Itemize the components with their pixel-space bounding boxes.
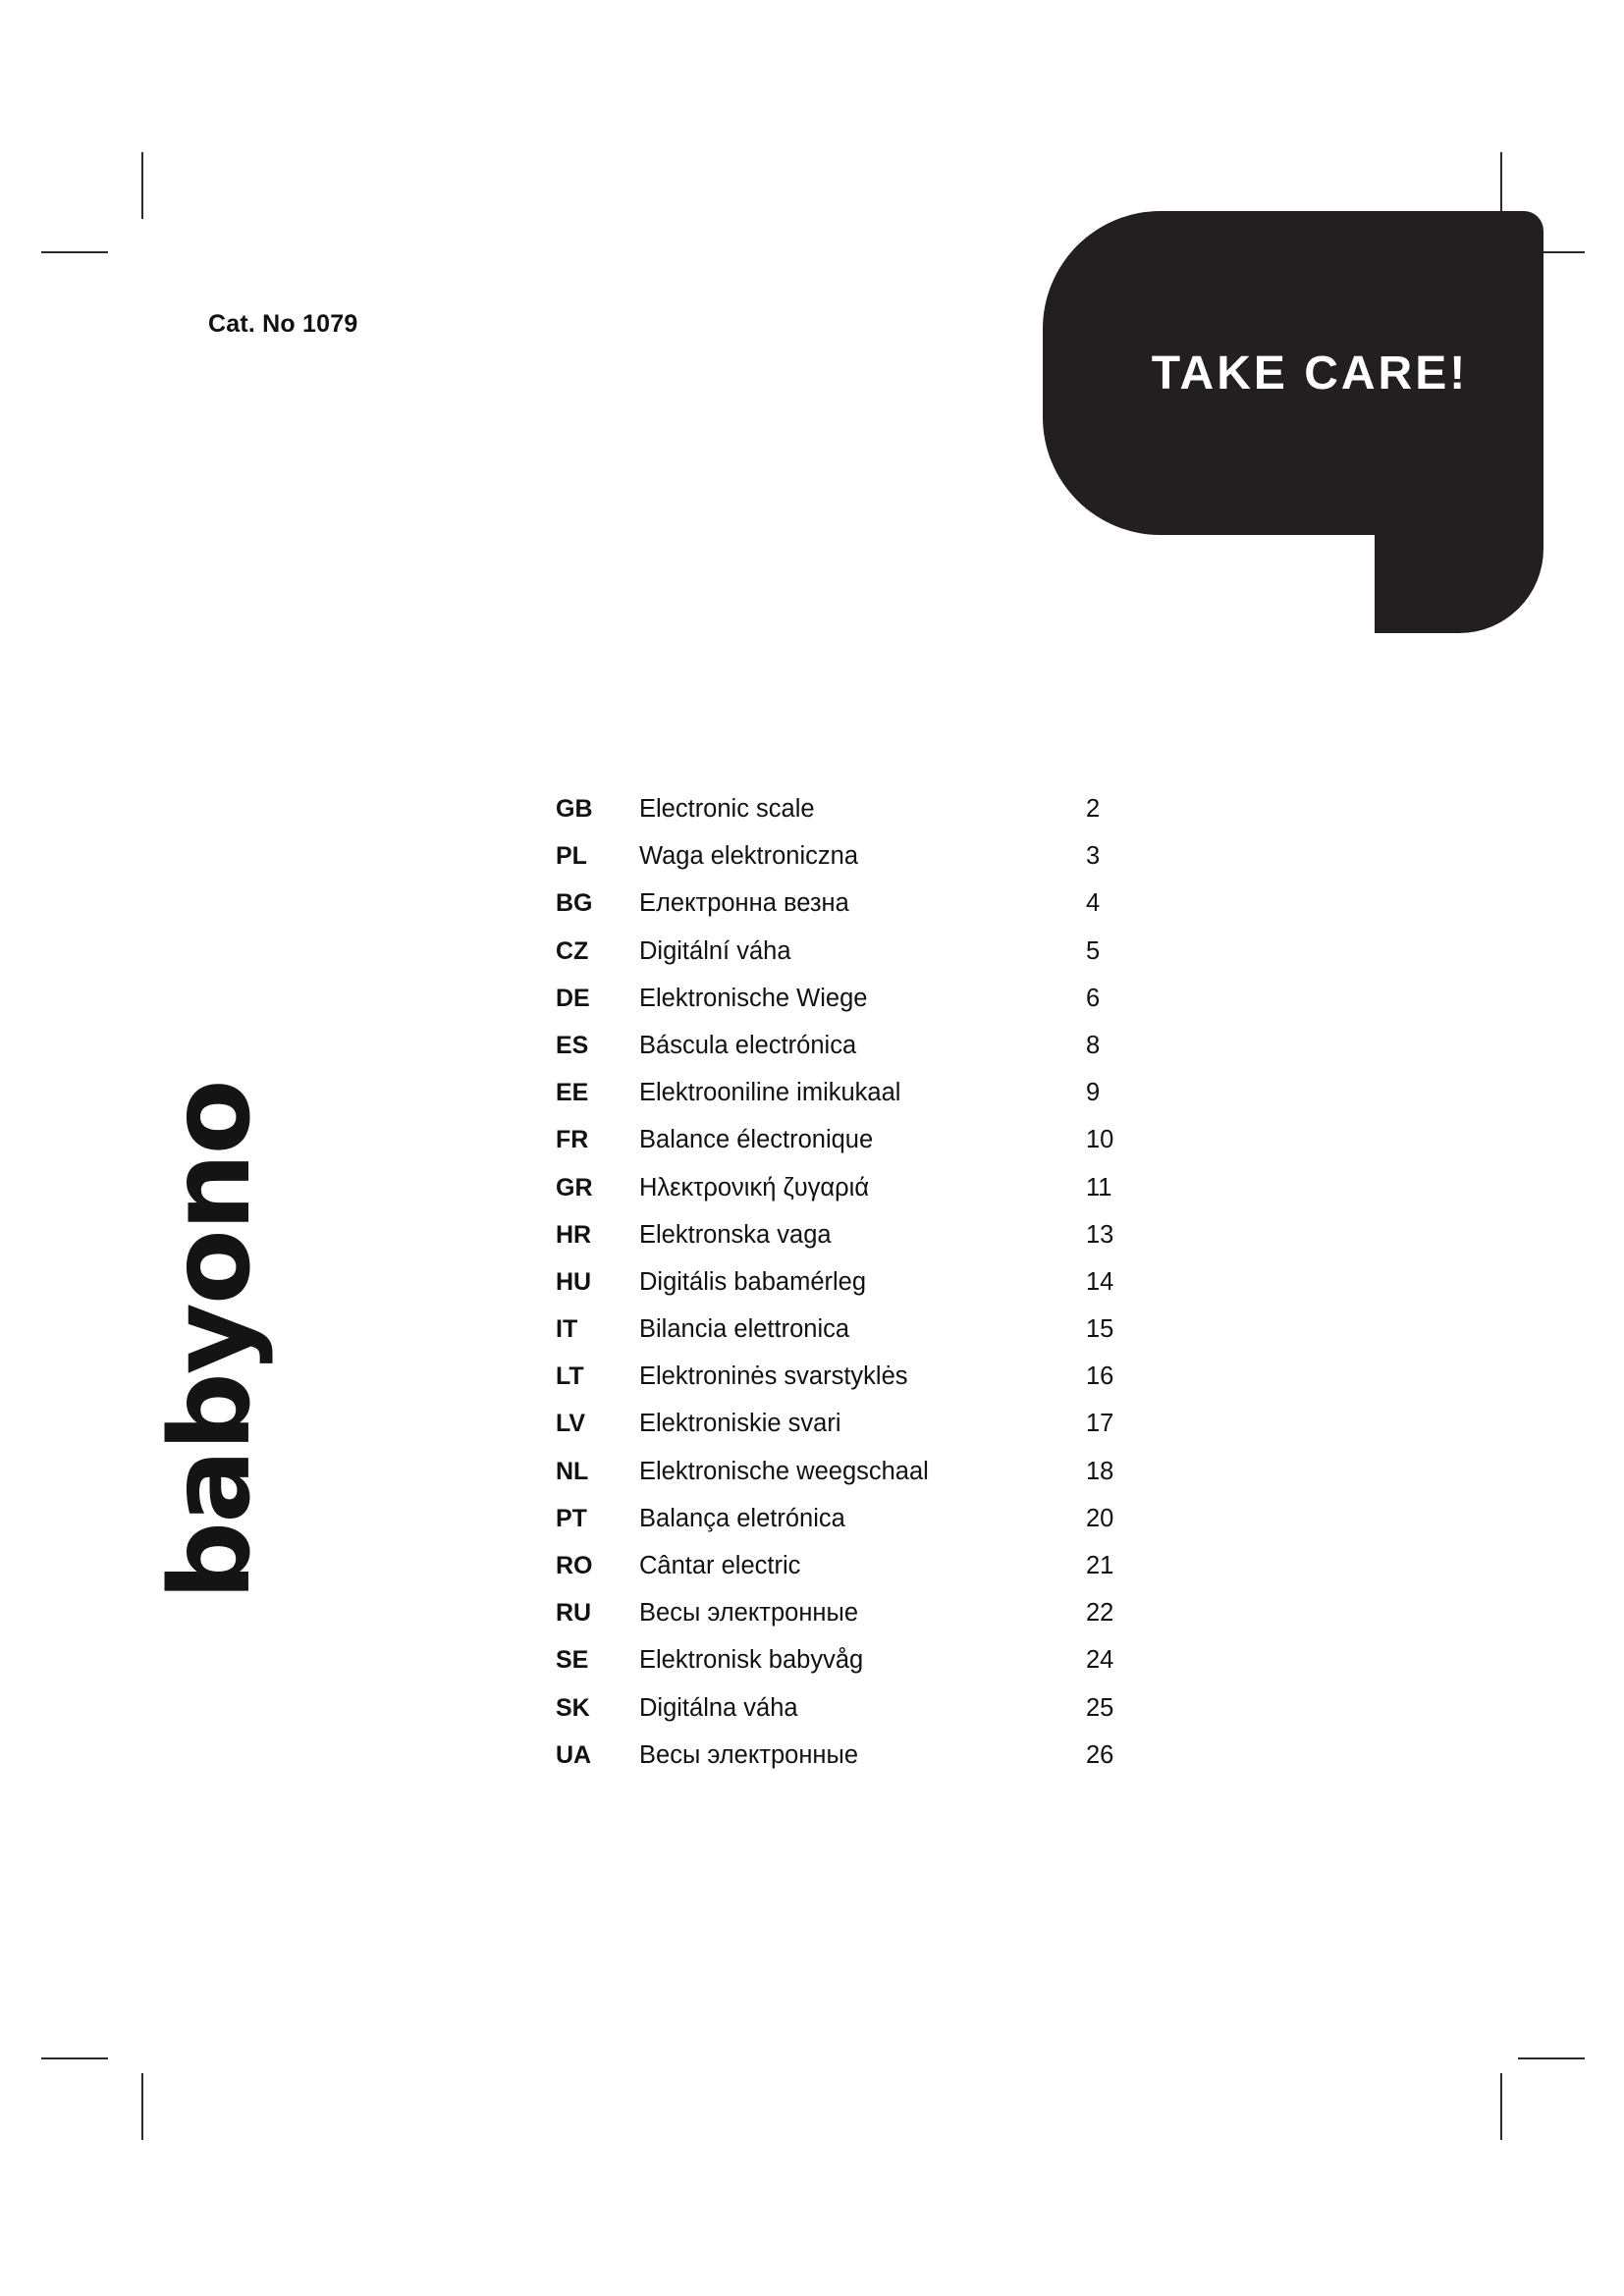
crop-mark-top-left-vertical xyxy=(141,152,143,219)
entry-page: 17 xyxy=(1086,1410,1114,1438)
crop-mark-bottom-left-vertical xyxy=(141,2073,143,2140)
language-code: LT xyxy=(556,1362,584,1391)
entry-page: 25 xyxy=(1086,1693,1114,1722)
entry-page: 18 xyxy=(1086,1457,1114,1485)
contents-list xyxy=(556,795,1164,1789)
list-item xyxy=(556,1221,1164,1268)
list-item xyxy=(556,1174,1164,1221)
list-item xyxy=(556,937,1164,985)
entry-page: 6 xyxy=(1086,984,1101,1012)
entry-page: 24 xyxy=(1086,1646,1114,1675)
list-item xyxy=(556,1694,1164,1741)
list-item xyxy=(556,1410,1164,1457)
entry-page: 9 xyxy=(1086,1079,1101,1107)
list-item xyxy=(556,1741,1164,1789)
list-item xyxy=(556,1458,1164,1505)
list-item xyxy=(556,1032,1164,1079)
entry-title: Bilancia elettronica xyxy=(639,1315,850,1344)
list-item xyxy=(556,1315,1164,1362)
list-item xyxy=(556,889,1164,936)
entry-title: Electronic scale xyxy=(639,795,815,823)
entry-title: Balança eletrónica xyxy=(639,1504,845,1532)
entry-page: 11 xyxy=(1086,1173,1112,1201)
language-code: LV xyxy=(556,1410,586,1438)
language-code: BG xyxy=(556,889,593,918)
language-code: RU xyxy=(556,1599,592,1628)
list-item xyxy=(556,1552,1164,1599)
entry-title: Весы электронные xyxy=(639,1740,859,1769)
list-item xyxy=(556,985,1164,1032)
entry-title: Balance électronique xyxy=(639,1126,874,1154)
language-code: HR xyxy=(556,1220,592,1249)
entry-page: 26 xyxy=(1086,1740,1114,1769)
entry-title: Cântar electric xyxy=(639,1552,801,1579)
entry-page: 14 xyxy=(1086,1267,1114,1296)
badge-label: TAKE CARE! xyxy=(1151,347,1469,400)
entry-page: 21 xyxy=(1086,1552,1114,1579)
crop-mark-top-left-horizontal xyxy=(41,251,108,253)
entry-title: Електронна везна xyxy=(639,889,849,918)
crop-mark-bottom-right-vertical xyxy=(1500,2073,1502,2140)
entry-title: Elektronisk babyvåg xyxy=(639,1646,864,1675)
language-code: NL xyxy=(556,1457,589,1485)
list-item xyxy=(556,795,1164,842)
list-item xyxy=(556,1599,1164,1646)
take-care-badge xyxy=(1043,211,1543,633)
language-code: SK xyxy=(556,1693,590,1722)
list-item xyxy=(556,1079,1164,1126)
entry-page: 5 xyxy=(1086,936,1101,965)
language-code: IT xyxy=(556,1315,578,1344)
language-code: HU xyxy=(556,1267,592,1296)
language-code: PL xyxy=(556,842,587,871)
entry-title: Elektronische weegschaal xyxy=(639,1457,929,1485)
language-code: SE xyxy=(556,1646,589,1675)
list-item xyxy=(556,1268,1164,1315)
brand-logo: babyono xyxy=(147,1081,275,1600)
crop-mark-bottom-left-horizontal xyxy=(41,2057,108,2059)
entry-title: Elektronska vaga xyxy=(639,1220,832,1249)
entry-page: 2 xyxy=(1086,795,1101,823)
entry-page: 16 xyxy=(1086,1362,1114,1391)
entry-title: Digitális babamérleg xyxy=(639,1267,867,1296)
entry-page: 3 xyxy=(1086,842,1101,871)
catalogue-number: Cat. No 1079 xyxy=(208,310,358,338)
entry-title: Digitálna váha xyxy=(639,1693,798,1722)
crop-mark-bottom-right-horizontal xyxy=(1518,2057,1585,2059)
entry-page: 10 xyxy=(1086,1126,1114,1154)
language-code: UA xyxy=(556,1740,592,1769)
entry-title: Весы электронные xyxy=(639,1599,859,1628)
entry-title: Elektronische Wiege xyxy=(639,984,868,1012)
language-code: RO xyxy=(556,1552,593,1579)
language-code: FR xyxy=(556,1126,589,1154)
list-item xyxy=(556,842,1164,889)
language-code: ES xyxy=(556,1031,589,1059)
language-code: CZ xyxy=(556,936,589,965)
entry-page: 20 xyxy=(1086,1504,1114,1532)
entry-title: Ηλεκτρονική ζυγαριά xyxy=(639,1173,870,1201)
entry-title: Elektrooniline imikukaal xyxy=(639,1079,901,1107)
language-code: EE xyxy=(556,1079,589,1107)
entry-title: Elektroninės svarstyklės xyxy=(639,1362,908,1391)
entry-page: 13 xyxy=(1086,1220,1114,1249)
list-item xyxy=(556,1126,1164,1173)
entry-page: 22 xyxy=(1086,1599,1114,1628)
language-code: GR xyxy=(556,1173,593,1201)
language-code: DE xyxy=(556,984,590,1012)
entry-page: 15 xyxy=(1086,1315,1114,1344)
entry-title: Elektroniskie svari xyxy=(639,1410,841,1438)
entry-title: Digitální váha xyxy=(639,936,791,965)
language-code: PT xyxy=(556,1504,587,1532)
crop-mark-top-right-vertical xyxy=(1500,152,1502,219)
list-item xyxy=(556,1646,1164,1693)
entry-page: 4 xyxy=(1086,889,1101,918)
list-item xyxy=(556,1505,1164,1552)
list-item xyxy=(556,1362,1164,1410)
entry-title: Báscula electrónica xyxy=(639,1031,857,1059)
entry-page: 8 xyxy=(1086,1031,1101,1059)
language-code: GB xyxy=(556,795,593,823)
entry-title: Waga elektroniczna xyxy=(639,842,859,871)
